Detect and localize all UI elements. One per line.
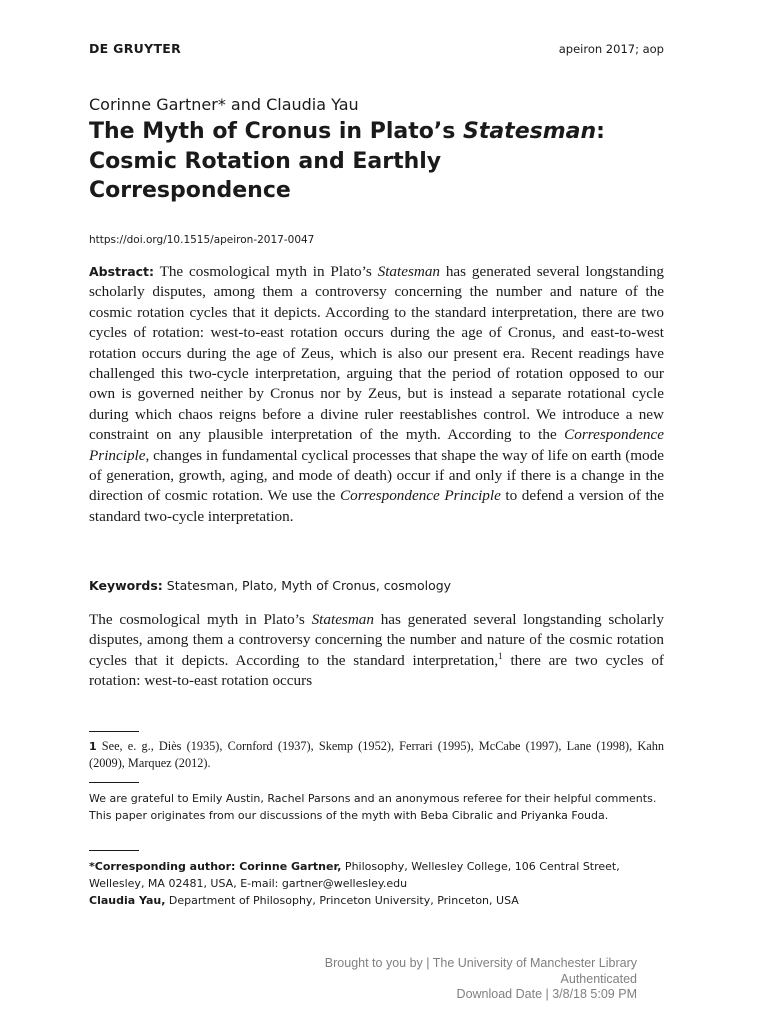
title-text: The Myth of Cronus in Plato’s [89, 119, 463, 144]
second-author-label: Claudia Yau, [89, 894, 166, 907]
corresponding-author-label: *Corresponding author: Corinne Gartner, [89, 860, 342, 873]
abstract-label: Abstract: [89, 264, 155, 279]
authors: Corinne Gartner* and Claudia Yau [89, 95, 359, 114]
title-italic: Statesman [462, 119, 597, 144]
footnote-text: See, e. g., Diès (1935), Cornford (1937), Skemp (1952), Ferrari (1995), McCabe (1997), Lane (1998), Kahn (2009), Marquez (2012). [89, 739, 664, 770]
article-title [89, 117, 689, 206]
correspondence-rule [89, 850, 139, 851]
keywords-text: Statesman, Plato, Myth of Cronus, cosmology [162, 578, 452, 593]
download-watermark [325, 956, 637, 1003]
download-line-1: Brought to you by | The University of Manchester Library [324, 956, 637, 970]
title-line-3: Correspondence [89, 178, 291, 203]
journal-reference: apeiron 2017; aop [558, 42, 664, 56]
publisher-name: DE GRUYTER [89, 41, 182, 56]
body-paragraph [89, 610, 664, 692]
abstract-italic: Correspondence Principle [89, 426, 664, 464]
abstract-text: The cosmological myth in Plato’s [154, 263, 378, 280]
title-colon: : [596, 119, 605, 144]
keywords-label: Keywords: [89, 578, 163, 593]
abstract [89, 262, 664, 527]
acknowledgment: We are grateful to Emily Austin, Rachel Parsons and an anonymous referee for their helpful comments. This paper originates from our discussions of the myth with Beba Cibralic and Priyanka Fouda. [89, 792, 657, 822]
abstract-italic: Statesman [377, 263, 441, 280]
body-text: The cosmological myth in Plato’s [89, 611, 312, 628]
footnote-marker[interactable]: 1 [498, 650, 503, 661]
doi-link[interactable]: https://doi.org/10.1515/apeiron-2017-0047 [89, 234, 315, 246]
abstract-italic: Correspondence Principle [339, 487, 501, 505]
footnote [89, 738, 664, 772]
footnote-number: 1 [89, 740, 97, 753]
corresponding-author-text: Philosophy, Wellesley College, 106 Central Street, Wellesley, MA 02481, USA, E-mail: gartner@wellesley.edu [89, 860, 620, 890]
body-text: there are two cycles of rotation: west-to-east rotation occurs [89, 651, 664, 690]
abstract-text: to defend a version of the standard two-cycle interpretation. [89, 487, 665, 525]
download-line-2: Authenticated [560, 971, 637, 986]
body-italic: Statesman [311, 611, 374, 628]
second-author-text: Department of Philosophy, Princeton University, Princeton, USA [165, 894, 519, 907]
body-text: has generated several longstanding scholarly disputes, among them a controversy concerning the number and nature of the cosmic rotation cycles that it depicts. According to the standard interpretation, [89, 611, 664, 669]
correspondence [89, 858, 669, 909]
download-line-3: Download Date | 3/8/18 5:09 PM [456, 987, 637, 1001]
title-line-1 [89, 117, 689, 147]
title-line-2: Cosmic Rotation and Earthly [89, 148, 442, 174]
keywords [89, 578, 664, 593]
acknowledgment-rule [89, 782, 139, 783]
abstract-text: has generated several longstanding scholarly disputes, among them a controversy concerning the number and nature of the cosmic rotation cycles that it depicts. According to the standard interpretation, there are two cycles of rotation: west-to-east rotation occurs during the age of Cronus, and east-to-west rotation occurs during the age of Zeus, which is also our present era. Recent readings have challenged this two-cycle interpretation, arguing that the period of rotation opposed to our own is governed neither by Cronus nor by Zeus, but is instead a separate rotational cycle during which chaos reigns before a divine ruler reestablishes control. We introduce a new constraint on any plausible interpretation of the myth. According to the [89, 263, 665, 444]
abstract-text: , changes in fundamental cyclical processes that shape the way of life on earth (mode of generation, growth, aging, and mode of death) occur if and only if there is a change in the direction of cosmic rotation. We use the [89, 446, 664, 505]
footnote-rule [89, 731, 139, 732]
